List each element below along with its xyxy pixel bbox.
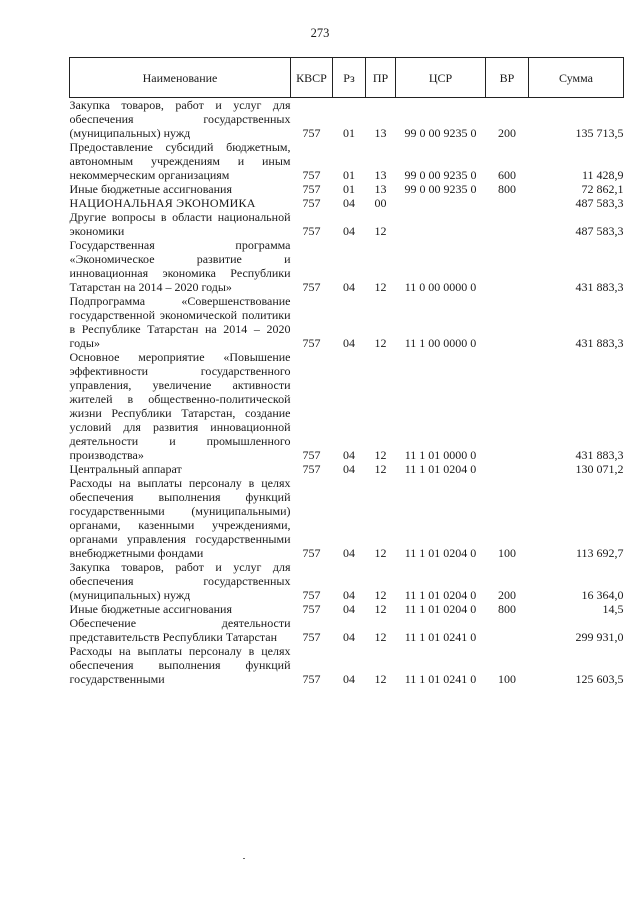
cell-csr: 11 1 01 0204 0: [404, 462, 477, 476]
cell-rz: 04: [343, 462, 355, 476]
cell-kvsr: 757: [302, 168, 321, 182]
cell-vr: 600: [498, 168, 516, 182]
table-row: [70, 616, 624, 644]
table-row: [70, 140, 624, 182]
cell-vr: [486, 462, 529, 476]
cell-pr: 12: [374, 588, 387, 602]
cell-name: Центральный аппарат: [69, 462, 182, 476]
cell-vr: [486, 616, 529, 644]
cell-sum: 431 883,3: [575, 448, 624, 462]
cell-rz: 01: [343, 126, 355, 140]
cell-vr: [486, 294, 529, 350]
cell-sum: 487 583,3: [575, 196, 624, 210]
cell-sum: 431 883,3: [575, 336, 624, 350]
cell-pr: 12: [374, 462, 387, 476]
header-rz: Рз: [333, 58, 366, 98]
cell-csr: [396, 196, 486, 210]
header-vr: ВР: [486, 58, 529, 98]
cell-kvsr: 757: [302, 672, 321, 686]
cell-name: Закупка товаров, работ и услуг для обеспечения государственных (муниципальных) нужд: [69, 560, 291, 602]
cell-kvsr: 757: [302, 602, 321, 616]
cell-sum: 299 931,0: [575, 630, 624, 644]
table-row: [70, 644, 624, 686]
cell-sum: 113 692,7: [575, 546, 624, 560]
cell-pr: 13: [374, 126, 387, 140]
cell-sum: 14,5: [602, 602, 624, 616]
cell-name: Государственная программа «Экономическое развитие и инновационная экономика Республики Татарстан на 2014 – 2020 годы»: [69, 238, 291, 294]
cell-pr: 12: [374, 224, 387, 238]
cell-csr: 11 1 01 0204 0: [404, 588, 477, 602]
table-header-row: [70, 58, 624, 98]
cell-name: Расходы на выплаты персоналу в целях обеспечения выполнения функций государственными (муниципальными) органами, казенными учреждениями, органами управления государственными внебюджетными фондами: [69, 476, 291, 560]
cell-sum: 11 428,9: [581, 168, 624, 182]
cell-sum: 431 883,3: [575, 280, 624, 294]
cell-kvsr: 757: [302, 224, 321, 238]
cell-pr: 12: [374, 546, 387, 560]
cell-vr: 200: [498, 588, 516, 602]
cell-rz: 04: [343, 224, 355, 238]
cell-rz: 04: [343, 588, 355, 602]
table-row: [70, 476, 624, 560]
cell-pr: 12: [374, 602, 387, 616]
table-row: [70, 350, 624, 462]
cell-name: Иные бюджетные ассигнования: [69, 602, 232, 616]
cell-kvsr: 757: [302, 196, 321, 210]
cell-pr: 12: [374, 448, 387, 462]
cell-vr: [486, 238, 529, 294]
budget-table: [69, 57, 624, 686]
table-row: [70, 182, 624, 196]
cell-csr: 11 1 00 0000 0: [404, 336, 477, 350]
cell-kvsr: 757: [302, 126, 321, 140]
cell-name: Закупка товаров, работ и услуг для обеспечения государственных (муниципальных) нужд: [69, 98, 291, 140]
cell-csr: 99 0 00 9235 0: [404, 182, 477, 196]
header-name: Наименование: [70, 58, 291, 98]
cell-pr: 12: [374, 336, 387, 350]
cell-csr: 11 1 01 0204 0: [404, 602, 477, 616]
cell-rz: 04: [343, 196, 355, 210]
header-pr: ПР: [366, 58, 396, 98]
scan-speck: [243, 858, 245, 859]
cell-vr: 200: [498, 126, 516, 140]
cell-name: Основное мероприятие «Повышение эффективности государственного управления, увеличение активности жителей в общественно-политической жизни Республики Татарстан, создание условий для развития инновационной деятельности и промышленного производства»: [69, 350, 291, 462]
table-row: [70, 98, 624, 141]
cell-rz: 04: [343, 448, 355, 462]
table-row: [70, 602, 624, 616]
cell-csr: 11 1 01 0241 0: [404, 672, 477, 686]
cell-pr: 13: [374, 168, 387, 182]
cell-kvsr: 757: [302, 588, 321, 602]
cell-name: Подпрограмма «Совершенствование государственной экономической политики в Республике Татарстан на 2014 – 2020 годы»: [69, 294, 291, 350]
cell-pr: 12: [374, 672, 387, 686]
cell-kvsr: 757: [302, 630, 321, 644]
table-row: [70, 196, 624, 210]
table-body: [70, 98, 624, 687]
cell-kvsr: 757: [302, 546, 321, 560]
cell-rz: 04: [343, 630, 355, 644]
cell-rz: 04: [343, 602, 355, 616]
cell-vr: 800: [498, 602, 516, 616]
cell-sum: 125 603,5: [575, 672, 624, 686]
table-row: [70, 294, 624, 350]
cell-csr: 11 1 01 0241 0: [404, 630, 477, 644]
cell-sum: 72 862,1: [581, 182, 624, 196]
cell-name: НАЦИОНАЛЬНАЯ ЭКОНОМИКА: [69, 196, 256, 210]
cell-pr: 13: [374, 182, 387, 196]
cell-vr: 800: [498, 182, 516, 196]
header-csr: ЦСР: [396, 58, 486, 98]
cell-vr: [486, 196, 529, 210]
cell-sum: 16 364,0: [581, 588, 624, 602]
cell-vr: [486, 350, 529, 462]
cell-pr: 00: [374, 196, 387, 210]
cell-name: Расходы на выплаты персоналу в целях обеспечения выполнения функций государственными: [69, 644, 291, 686]
cell-kvsr: 757: [302, 280, 321, 294]
cell-pr: 12: [374, 280, 387, 294]
cell-rz: 04: [343, 336, 355, 350]
table-row: [70, 238, 624, 294]
cell-csr: 11 1 01 0000 0: [404, 448, 477, 462]
table-row: [70, 560, 624, 602]
cell-rz: 01: [343, 168, 355, 182]
cell-rz: 04: [343, 546, 355, 560]
cell-vr: 100: [498, 672, 516, 686]
cell-csr: 11 1 01 0204 0: [404, 546, 477, 560]
cell-vr: 100: [498, 546, 516, 560]
cell-vr: [486, 210, 529, 238]
cell-csr: 11 0 00 0000 0: [404, 280, 477, 294]
page-number: 273: [310, 26, 330, 40]
cell-csr: 99 0 00 9235 0: [404, 126, 477, 140]
cell-csr: 99 0 00 9235 0: [404, 168, 477, 182]
cell-rz: 04: [343, 672, 355, 686]
header-kvsr: КВСР: [291, 58, 333, 98]
cell-name: Другие вопросы в области национальной экономики: [69, 210, 291, 238]
cell-sum: 130 071,2: [575, 462, 624, 476]
cell-rz: 01: [343, 182, 355, 196]
cell-name: Обеспечение деятельности представительств Республики Татарстан: [69, 616, 291, 644]
cell-sum: 487 583,3: [575, 224, 624, 238]
cell-kvsr: 757: [302, 448, 321, 462]
cell-rz: 04: [343, 280, 355, 294]
cell-kvsr: 757: [302, 336, 321, 350]
cell-sum: 135 713,5: [575, 126, 624, 140]
cell-kvsr: 757: [302, 182, 321, 196]
cell-kvsr: 757: [302, 462, 321, 476]
cell-pr: 12: [374, 630, 387, 644]
table-row: [70, 210, 624, 238]
table-row: [70, 462, 624, 476]
cell-csr: [396, 210, 486, 238]
cell-name: Предоставление субсидий бюджетным, автономным учреждениям и иным некоммерческим организациям: [69, 140, 291, 182]
cell-name: Иные бюджетные ассигнования: [69, 182, 232, 196]
header-sum: Сумма: [529, 58, 624, 98]
